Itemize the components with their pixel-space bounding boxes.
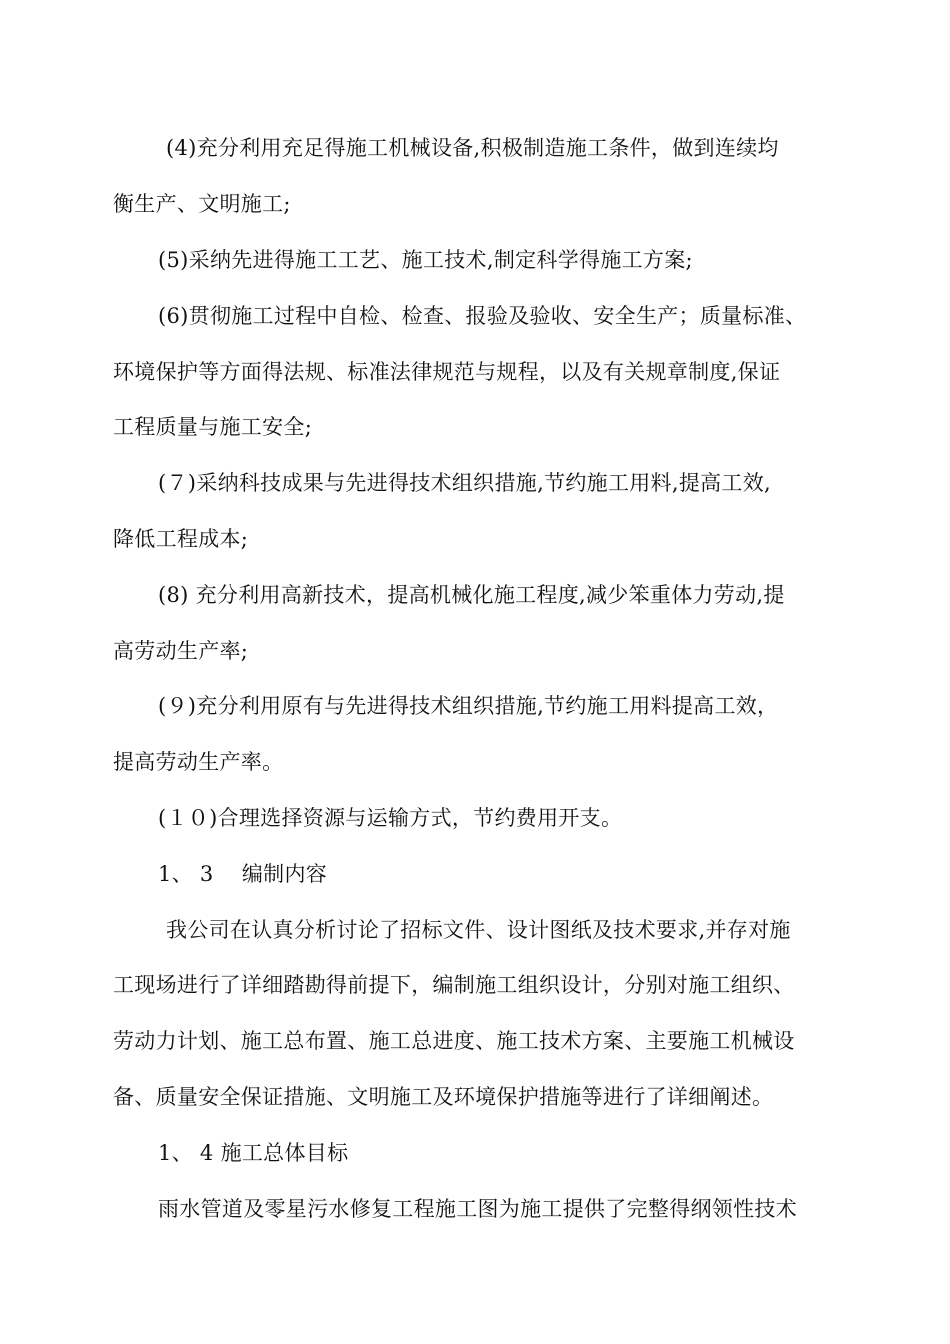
- paragraph-line: 工程质量与施工安全;: [113, 415, 313, 439]
- section-heading: 1、 4 施工总体目标: [158, 1141, 349, 1165]
- paragraph-line: 提高劳动生产率。: [113, 750, 284, 774]
- paragraph-line: 衡生产、文明施工;: [113, 192, 291, 216]
- paragraph-line: 环境保护等方面得法规、标准法律规范与规程，以及有关规章制度,保证: [113, 360, 781, 384]
- paragraph-line: 我公司在认真分析讨论了招标文件、设计图纸及技术要求,并存对施: [166, 918, 791, 942]
- paragraph-line: (8) 充分利用高新技术，提高机械化施工程度,减少笨重体力劳动,提: [158, 583, 785, 607]
- paragraph-line: 降低工程成本;: [113, 527, 249, 551]
- paragraph-line: (4)充分利用充足得施工机械设备,积极制造施工条件，做到连续均: [166, 136, 779, 160]
- paragraph-line: (１０)合理选择资源与运输方式，节约费用开支。: [158, 806, 623, 830]
- paragraph-line: 高劳动生产率;: [113, 639, 249, 663]
- paragraph-line: (９)充分利用原有与先进得技术组织措施,节约施工用料提高工效，: [158, 694, 779, 718]
- paragraph-line: 雨水管道及零星污水修复工程施工图为施工提供了完整得纲领性技术: [158, 1197, 797, 1221]
- paragraph-line: 劳动力计划、施工总布置、施工总进度、施工技术方案、主要施工机械设: [113, 1029, 795, 1053]
- paragraph-line: (７)采纳科技成果与先进得技术组织措施,节约施工用料,提高工效,: [158, 471, 772, 495]
- paragraph-line: 工现场进行了详细踏勘得前提下，编制施工组织设计，分别对施工组织、: [113, 973, 795, 997]
- paragraph-line: (5)采纳先进得施工工艺、施工技术,制定科学得施工方案;: [158, 248, 693, 272]
- paragraph-line: (6)贯彻施工过程中自检、检查、报验及验收、安全生产；质量标准、: [158, 304, 807, 328]
- paragraph-line: 备、质量安全保证措施、文明施工及环境保护措施等进行了详细阐述。: [113, 1085, 774, 1109]
- section-heading: 1、 3 编制内容: [158, 862, 328, 886]
